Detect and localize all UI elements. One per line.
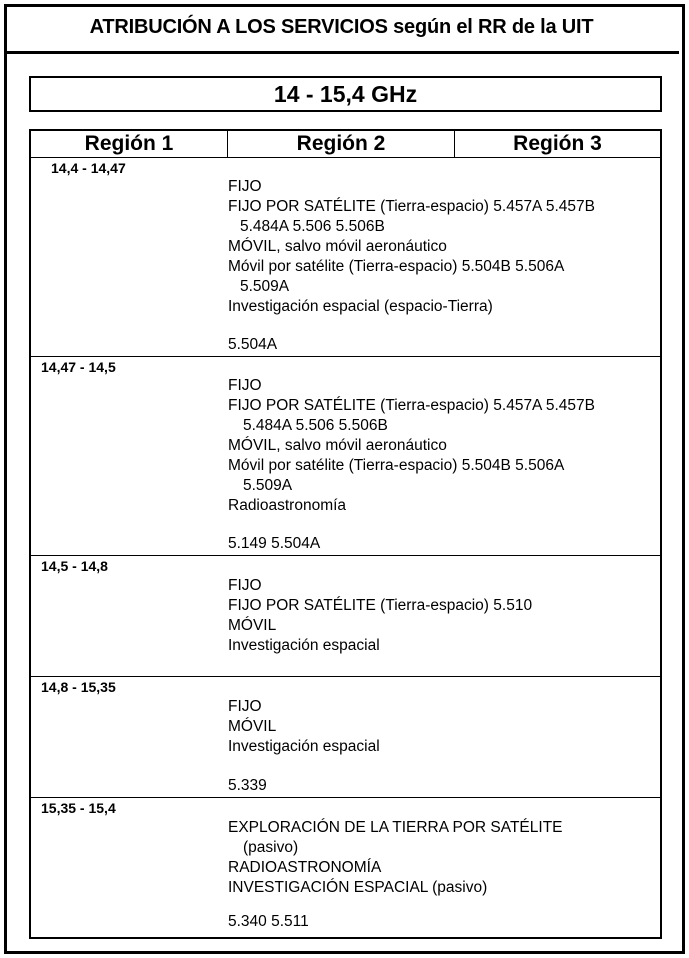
footnote: 5.339 [228, 777, 267, 794]
frequency-range: 14,5 - 14,8 [41, 558, 108, 574]
allocation-line: Investigación espacial (espacio-Tierra) [228, 298, 493, 315]
allocation-line: MÓVIL, salvo móvil aeronáutico [228, 437, 447, 454]
header-region-3: Región 3 [455, 131, 660, 158]
allocation-line: FIJO [228, 178, 262, 195]
allocation-line: RADIOASTRONOMÍA [228, 859, 382, 876]
allocation-line: FIJO [228, 577, 262, 594]
allocation-line: FIJO [228, 698, 262, 715]
page-title: ATRIBUCIÓN A LOS SERVICIOS según el RR de la UIT [4, 4, 679, 54]
allocation-line: 5.484A 5.506 5.506B [240, 218, 385, 235]
allocation-line: FIJO POR SATÉLITE (Tierra-espacio) 5.510 [228, 597, 533, 614]
footnote: 5.149 5.504A [228, 535, 321, 552]
allocation-list [228, 576, 532, 656]
frequency-range: 14,8 - 15,35 [41, 679, 116, 695]
allocation-list [228, 376, 595, 516]
allocation-line: FIJO POR SATÉLITE (Tierra-espacio) 5.457A 5.457B [228, 198, 595, 215]
allocation-line: MÓVIL [228, 617, 277, 634]
header-region-1: Región 1 [31, 131, 228, 158]
footnote: 5.504A [228, 336, 278, 353]
allocation-list [228, 818, 563, 898]
allocation-list [228, 177, 595, 317]
allocation-line: FIJO POR SATÉLITE (Tierra-espacio) 5.457A 5.457B [228, 397, 595, 414]
frequency-range: 14,4 - 14,47 [51, 160, 126, 176]
header-region-2: Región 2 [228, 131, 455, 158]
allocation-line: EXPLORACIÓN DE LA TIERRA POR SATÉLITE [228, 819, 563, 836]
allocation-line: Investigación espacial [228, 637, 380, 654]
footnote: 5.340 5.511 [228, 913, 309, 930]
allocation-table [29, 129, 662, 939]
allocation-line: 5.509A [240, 278, 290, 295]
allocation-line: INVESTIGACIÓN ESPACIAL (pasivo) [228, 879, 488, 896]
allocation-line: 5.509A [243, 477, 293, 494]
table-row [31, 556, 660, 677]
allocation-line: 5.484A 5.506 5.506B [243, 417, 388, 434]
frequency-range: 14,47 - 14,5 [41, 359, 116, 375]
allocation-line: (pasivo) [243, 839, 299, 856]
allocation-line: Investigación espacial [228, 738, 380, 755]
table-row [31, 357, 660, 556]
frequency-range: 15,35 - 15,4 [41, 800, 116, 816]
table-row [31, 798, 660, 935]
allocation-line: Radioastronomía [228, 497, 347, 514]
allocation-line: MÓVIL [228, 718, 277, 735]
allocation-line: FIJO [228, 377, 262, 394]
allocation-line: Móvil por satélite (Tierra-espacio) 5.504B 5.506A [228, 258, 565, 275]
allocation-list [228, 697, 380, 757]
allocation-line: Móvil por satélite (Tierra-espacio) 5.504B 5.506A [228, 457, 565, 474]
table-row [31, 158, 660, 357]
table-row [31, 677, 660, 798]
allocation-line: MÓVIL, salvo móvil aeronáutico [228, 238, 447, 255]
frequency-band-title: 14 - 15,4 GHz [29, 76, 662, 112]
